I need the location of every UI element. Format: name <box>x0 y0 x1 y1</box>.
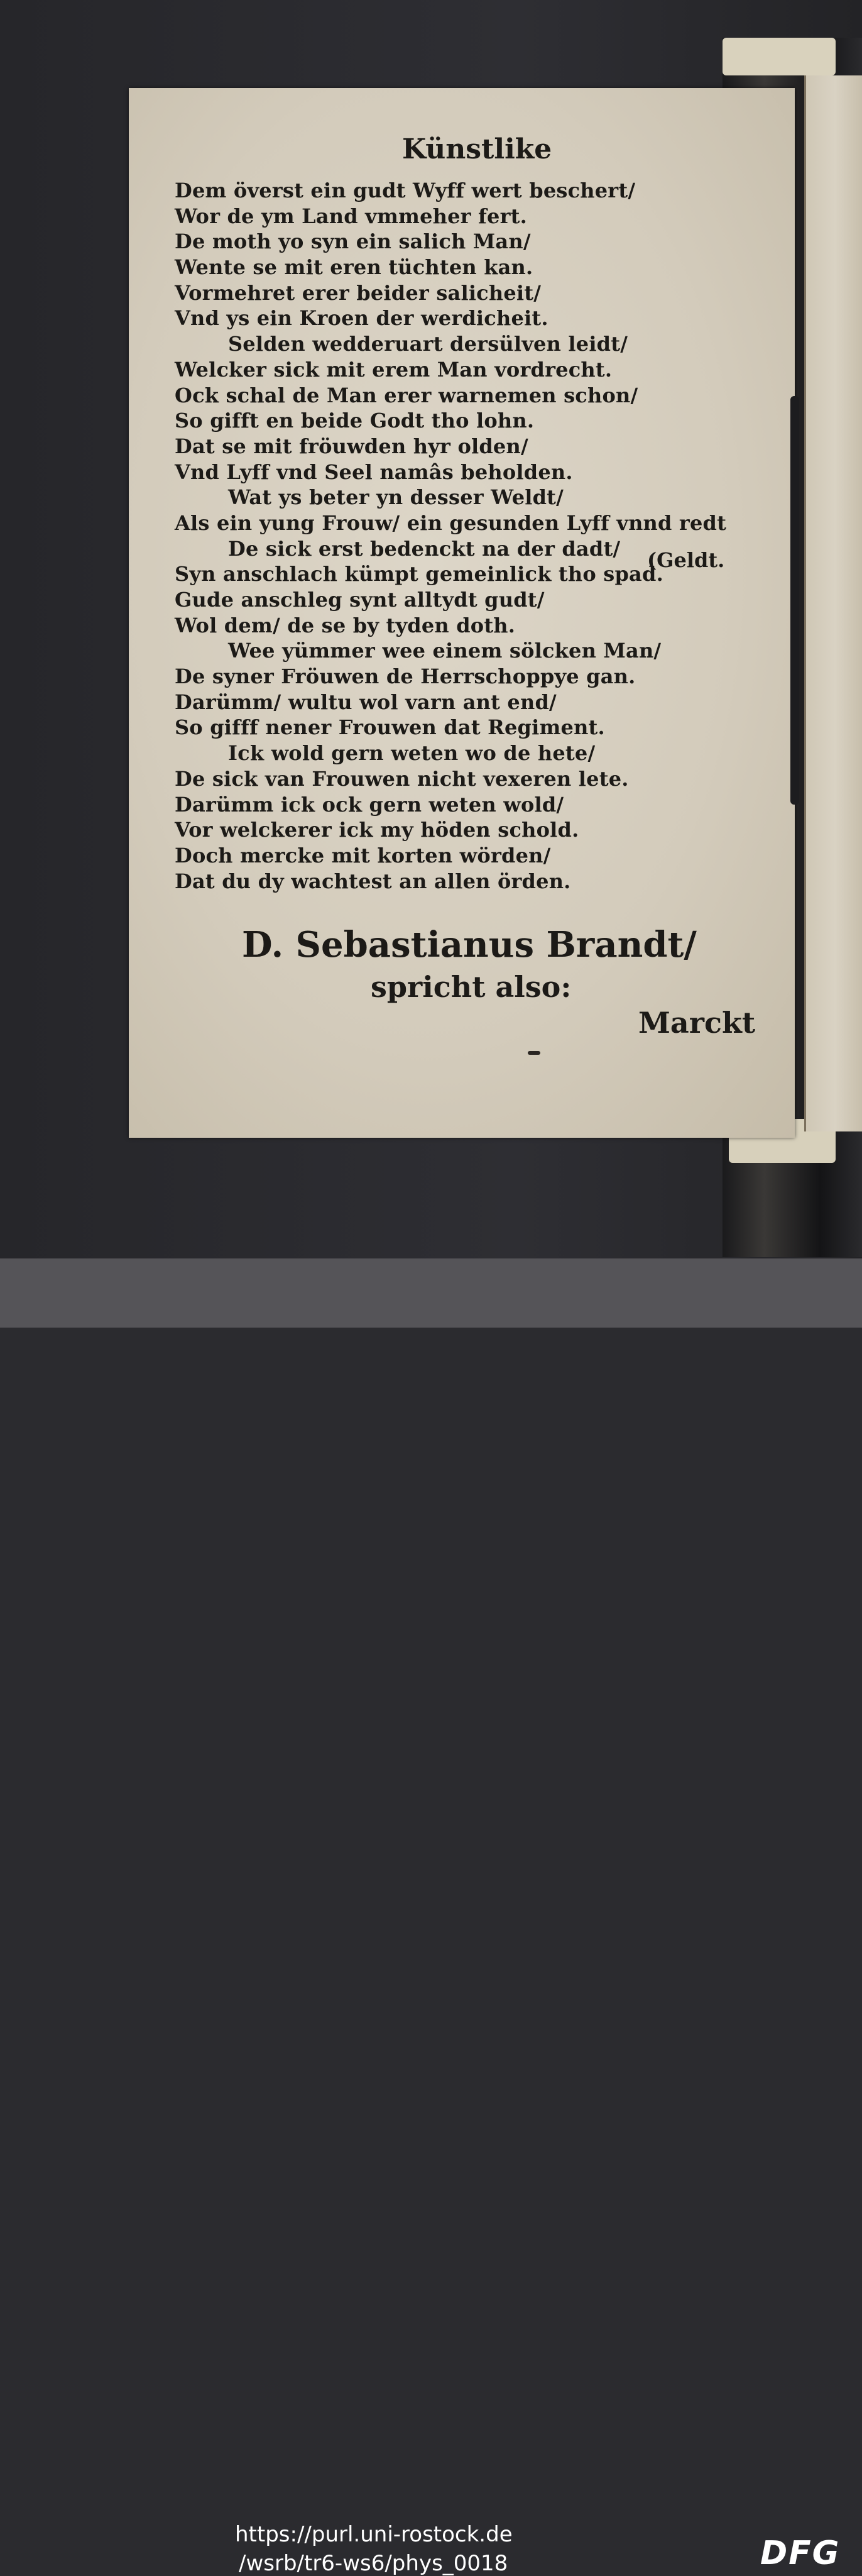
verse-line: Wol dem/ de se by tyden doth. <box>175 613 516 637</box>
catchword: Marckt <box>638 1006 756 1040</box>
scan-image <box>0 0 862 1258</box>
verse-line: Ick wold gern weten wo de hete/ <box>228 741 596 766</box>
facing-page-edge <box>804 75 862 1131</box>
spricht-line: spricht also: <box>371 970 572 1004</box>
url-line-1[interactable]: https://purl.uni-rostock.de <box>235 2522 513 2547</box>
verse-line: So gifff nener Frouwen dat Regiment. <box>175 715 605 740</box>
verse-line: Vormehret erer beider salicheit/ <box>175 280 542 305</box>
verse-line: Darümm/ wultu wol varn ant end/ <box>175 690 557 714</box>
verse-line: Darümm ick ock gern weten wold/ <box>175 792 564 817</box>
verse-line: Dat se mit fröuwden hyr olden/ <box>175 434 528 458</box>
verse-lines <box>175 178 753 894</box>
author-line: D. Sebastianus Brandt/ <box>242 924 697 966</box>
verse-line: Als ein yung Frouw/ ein gesunden Lyff vnnd redt <box>175 510 727 535</box>
verse-line: De sick van Frouwen nicht vexeren lete. <box>175 766 629 791</box>
url-line-2[interactable]: /wsrb/tr6-ws6/phys_0018 <box>239 2551 508 2576</box>
verse-line: Vnd ys ein Kroen der werdicheit. <box>175 306 548 331</box>
ink-mark <box>528 1051 540 1055</box>
footer-bar <box>0 1258 862 2576</box>
verse-line: Ock schal de Man erer warnemen schon/ <box>175 383 638 407</box>
verse-line: Vnd Lyff vnd Seel namâs beholden. <box>175 460 573 484</box>
verse-line: Wat ys beter yn desser Weldt/ <box>228 485 564 510</box>
verse-line: De sick erst bedenckt na der dadt/ <box>228 536 621 561</box>
verse-line: Dat du dy wachtest an allen örden. <box>175 869 571 893</box>
verse-line: Doch mercke mit korten wörden/ <box>175 843 551 867</box>
verse-line: Vor welckerer ick my höden schold. <box>175 818 579 842</box>
dfg-logo: DFG <box>760 2535 841 2572</box>
verse-line: Wor de ym Land vmmeher fert. <box>175 204 527 228</box>
overflow-word: (Geldt. <box>647 548 725 572</box>
gutter-shadow <box>790 396 799 805</box>
verse-line: Gude anschleg synt alltydt gudt/ <box>175 588 545 612</box>
verse-line: Wente se mit eren tüchten kan. <box>175 255 533 280</box>
verse-line: Wee yümmer wee einem sölcken Man/ <box>228 639 662 663</box>
verse-line: Dem överst ein gudt Wyff wert beschert/ <box>175 179 636 202</box>
binding-clasp-top <box>723 38 836 75</box>
page-heading: Künstlike <box>402 133 552 165</box>
verse-line: Welcker sick mit erem Man vordrecht. <box>175 357 613 382</box>
verse-line: So gifft en beide Godt tho lohn. <box>175 409 535 433</box>
verse-line: Syn anschlach kümpt gemeinlick tho spad. <box>175 562 663 586</box>
verse-line: De moth yo syn ein salich Man/ <box>175 229 531 254</box>
verse-line: Selden wedderuart dersülven leidt/ <box>228 332 628 356</box>
verse-line: De syner Fröuwen de Herrschoppye gan. <box>175 664 636 689</box>
